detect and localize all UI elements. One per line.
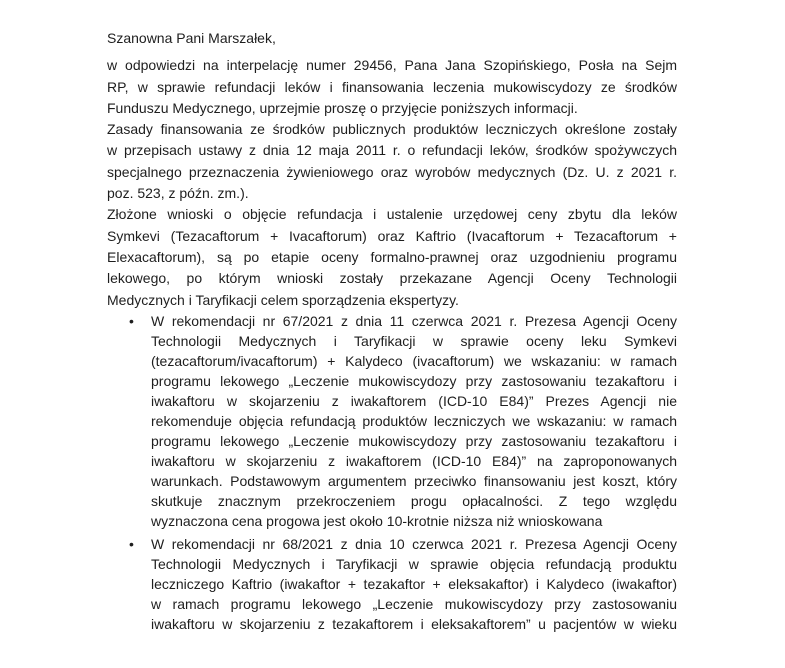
text-line: Technologii Medycznych i Taryfikacji w sprawie oceny leku Symkevi — [151, 332, 677, 349]
paragraph — [107, 204, 677, 310]
text-line: leczniczego Kaftrio (iwakaftor + tezakaftor + eleksakaftor) i Kalydeco (iwakaftor) — [151, 575, 677, 592]
bullet-icon: • — [129, 535, 134, 552]
text-line: Funduszu Medycznego, uprzejmie proszę o przyjęcie poniższych informacji. — [107, 99, 578, 116]
text-line: Złożone wnioski o objęcie refundacja i ustalenie urzędowej ceny zbytu dla leków — [107, 206, 677, 223]
text-line: iwakaftoru w skojarzeniu z iwakaftorem (ICD-10 E84)” na zaproponowanych — [151, 452, 677, 469]
text-line: w ramach programu lekowego „Leczenie mukowiscydozy przy zastosowaniu — [151, 595, 677, 612]
text-line: specjalnego przeznaczenia żywieniowego oraz wyrobów medycznych (Dz. U. z 2021 r. — [107, 163, 677, 180]
text-line: warunkach. Podstawowym argumentem przeciwko finansowaniu jest koszt, który — [151, 472, 677, 489]
text-line: lekowego, po którym wnioski zostały przekazane Agencji Oceny Technologii — [107, 270, 677, 287]
text-line: programu lekowego „Leczenie mukowiscydozy przy zastosowaniu tezakaftoru i — [151, 372, 677, 389]
text-line: W rekomendacji nr 68/2021 z dnia 10 czerwca 2021 r. Prezesa Agencji Oceny — [151, 535, 677, 552]
text-line: iwakaftoru w skojarzeniu z tezakaftorem i eleksakaftorem” u pacjentów w wieku — [151, 615, 677, 632]
text-line: RP, w sprawie refundacji leków i finansowania leczenia mukowiscydozy ze środków — [107, 78, 677, 95]
greeting-line: Szanowna Pani Marszałek, — [107, 30, 276, 46]
letter-body — [107, 28, 677, 634]
text-line: programu lekowego „Leczenie mukowiscydozy przy zastosowaniu tezakaftoru i — [151, 432, 677, 449]
text-line: Medycznych i Taryfikacji celem sporządzenia ekspertyzy. — [107, 291, 459, 308]
greeting-paragraph — [107, 28, 677, 49]
text-line: Elexacaftorum), są po etapie oceny formalno-prawnej oraz uzgodnieniu programu — [107, 248, 677, 265]
text-line: Symkevi (Tezacaftorum + Ivacaftorum) oraz Kaftrio (Ivacaftorum + Tezacaftorum + — [107, 227, 677, 244]
text-line: (tezacaftorum/ivacaftorum) + Kalydeco (ivacaftorum) we wskazaniu: w ramach — [151, 352, 677, 369]
text-line: w przepisach ustawy z dnia 12 maja 2011 r. o refundacji leków, środków spożywczych — [107, 142, 677, 159]
text-line: iwakaftoru w skojarzeniu z iwakaftorem (ICD-10 E84)” Prezes Agencji nie — [151, 392, 677, 409]
bullet-item — [107, 534, 677, 634]
text-line: W rekomendacji nr 67/2021 z dnia 11 czerwca 2021 r. Prezesa Agencji Oceny — [151, 312, 677, 329]
bullet-item — [107, 311, 677, 531]
bullet-list — [107, 311, 677, 634]
text-line: Zasady finansowania ze środków publicznych produktów leczniczych określone zostały — [107, 121, 677, 138]
text-line: Technologii Medycznych i Taryfikacji w sprawie objęcia refundacją produktu — [151, 555, 677, 572]
paragraph — [107, 55, 677, 119]
text-line: poz. 523, z późn. zm.). — [107, 185, 249, 202]
text-line: rekomenduje objęcia refundacją produktów leczniczych we wskazaniu: w ramach — [151, 412, 677, 429]
bullet-icon: • — [129, 312, 134, 329]
paragraph — [107, 119, 677, 204]
text-line: w odpowiedzi na interpelację numer 29456, Pana Jana Szopińskiego, Posła na Sejm — [107, 57, 677, 74]
text-line: skutkuje znacznym przekroczeniem progu opłacalności. Z tego względu — [151, 492, 677, 509]
text-line: wyznaczona cena progowa jest około 10-krotnie niższa niż wnioskowana — [151, 512, 603, 529]
